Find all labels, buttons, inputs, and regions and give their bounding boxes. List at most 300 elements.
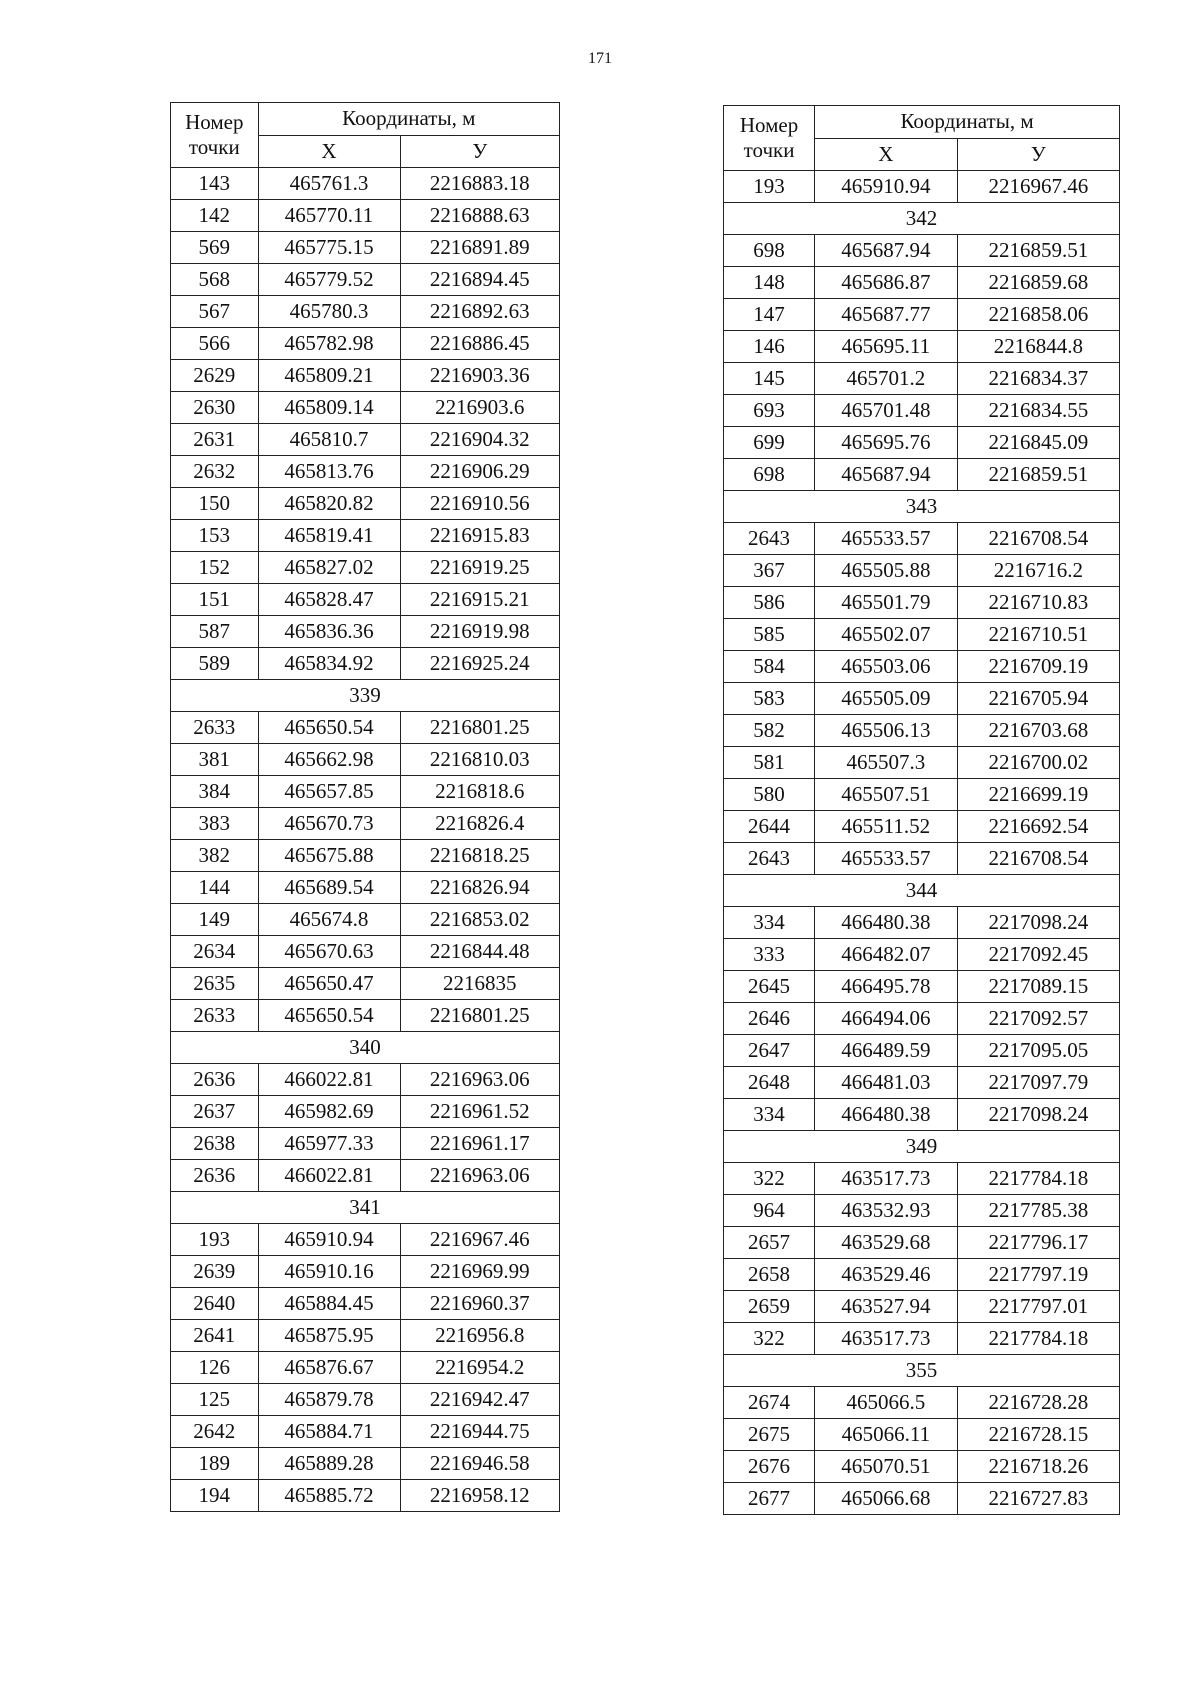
- x-coordinate-cell: 465533.57: [815, 843, 958, 875]
- y-coordinate-cell: 2217784.18: [957, 1323, 1119, 1355]
- table-row: [724, 1035, 1120, 1067]
- table-row: [171, 648, 560, 680]
- y-coordinate-cell: 2216826.4: [400, 808, 560, 840]
- section-row: [171, 680, 560, 712]
- x-coordinate-cell: 465884.71: [258, 1416, 400, 1448]
- table-row: [724, 939, 1120, 971]
- point-number-cell: 580: [724, 779, 815, 811]
- x-coordinate-cell: 466480.38: [815, 1099, 958, 1131]
- section-number: 341: [171, 1192, 560, 1224]
- y-coordinate-cell: 2216826.94: [400, 872, 560, 904]
- point-number-cell: 193: [171, 1224, 259, 1256]
- y-coordinate-cell: 2217089.15: [957, 971, 1119, 1003]
- table-body: [724, 171, 1120, 1515]
- point-number-cell: 589: [171, 648, 259, 680]
- y-coordinate-cell: 2216844.48: [400, 936, 560, 968]
- point-number-cell: 2636: [171, 1160, 259, 1192]
- table-row: [171, 424, 560, 456]
- x-coordinate-cell: 465701.2: [815, 363, 958, 395]
- x-coordinate-cell: 465875.95: [258, 1320, 400, 1352]
- table-row: [724, 427, 1120, 459]
- x-coordinate-cell: 465879.78: [258, 1384, 400, 1416]
- table-row: [724, 1067, 1120, 1099]
- x-coordinate-cell: 465650.54: [258, 1000, 400, 1032]
- x-coordinate-cell: 465695.11: [815, 331, 958, 363]
- y-coordinate-cell: 2216835: [400, 968, 560, 1000]
- table-row: [171, 488, 560, 520]
- point-number-cell: 322: [724, 1163, 815, 1195]
- point-number-cell: 581: [724, 747, 815, 779]
- y-coordinate-cell: 2216961.17: [400, 1128, 560, 1160]
- point-number-cell: 2648: [724, 1067, 815, 1099]
- y-coordinate-cell: 2216883.18: [400, 168, 560, 200]
- table-row: [724, 1483, 1120, 1515]
- table-row: [171, 360, 560, 392]
- point-number-cell: 381: [171, 744, 259, 776]
- point-number-cell: 2643: [724, 843, 815, 875]
- table-row: [171, 1000, 560, 1032]
- y-coordinate-cell: 2216891.89: [400, 232, 560, 264]
- y-coordinate-cell: 2216700.02: [957, 747, 1119, 779]
- y-coordinate-cell: 2217092.45: [957, 939, 1119, 971]
- y-coordinate-cell: 2216703.68: [957, 715, 1119, 747]
- y-coordinate-cell: 2216844.8: [957, 331, 1119, 363]
- table-row: [171, 1128, 560, 1160]
- x-coordinate-cell: 465501.79: [815, 587, 958, 619]
- section-number: 340: [171, 1032, 560, 1064]
- y-header: У: [957, 138, 1119, 171]
- x-coordinate-cell: 465505.88: [815, 555, 958, 587]
- x-coordinate-cell: 465775.15: [258, 232, 400, 264]
- table-row: [724, 811, 1120, 843]
- table-row: [171, 744, 560, 776]
- table-row: [724, 1227, 1120, 1259]
- y-coordinate-cell: 2217796.17: [957, 1227, 1119, 1259]
- table-row: [171, 456, 560, 488]
- point-number-cell: 153: [171, 520, 259, 552]
- point-number-cell: 698: [724, 459, 815, 491]
- section-number: 339: [171, 680, 560, 712]
- point-number-cell: 2659: [724, 1291, 815, 1323]
- x-coordinate-cell: 465662.98: [258, 744, 400, 776]
- table-row: [171, 1384, 560, 1416]
- table-row: [724, 619, 1120, 651]
- y-coordinate-cell: 2216942.47: [400, 1384, 560, 1416]
- table-row: [724, 331, 1120, 363]
- y-coordinate-cell: 2216904.32: [400, 424, 560, 456]
- point-number-cell: 2674: [724, 1387, 815, 1419]
- x-coordinate-cell: 465686.87: [815, 267, 958, 299]
- x-coordinate-cell: 465657.85: [258, 776, 400, 808]
- x-coordinate-cell: 465687.77: [815, 299, 958, 331]
- x-coordinate-cell: 463517.73: [815, 1323, 958, 1355]
- point-number-cell: 2641: [171, 1320, 259, 1352]
- point-number-cell: 194: [171, 1480, 259, 1512]
- point-number-cell: 152: [171, 552, 259, 584]
- point-number-cell: 2638: [171, 1128, 259, 1160]
- table-row: [171, 872, 560, 904]
- y-coordinate-cell: 2216958.12: [400, 1480, 560, 1512]
- y-coordinate-cell: 2216925.24: [400, 648, 560, 680]
- y-coordinate-cell: 2216801.25: [400, 712, 560, 744]
- table-row: [724, 843, 1120, 875]
- y-coordinate-cell: 2216967.46: [957, 171, 1119, 203]
- x-coordinate-cell: 465836.36: [258, 616, 400, 648]
- point-number-cell: 143: [171, 168, 259, 200]
- x-coordinate-cell: 466494.06: [815, 1003, 958, 1035]
- point-number-cell: 146: [724, 331, 815, 363]
- x-coordinate-cell: 465885.72: [258, 1480, 400, 1512]
- point-number-cell: 334: [724, 907, 815, 939]
- table-row: [724, 363, 1120, 395]
- table-row: [171, 1224, 560, 1256]
- point-number-cell: 2633: [171, 712, 259, 744]
- table-row: [171, 776, 560, 808]
- table-row: [724, 523, 1120, 555]
- y-coordinate-cell: 2216708.54: [957, 843, 1119, 875]
- point-number-cell: 2631: [171, 424, 259, 456]
- point-number-cell: 2630: [171, 392, 259, 424]
- point-number-cell: 2646: [724, 1003, 815, 1035]
- point-number-cell: 151: [171, 584, 259, 616]
- x-coordinate-cell: 465502.07: [815, 619, 958, 651]
- point-number-cell: 2675: [724, 1419, 815, 1451]
- table-row: [171, 328, 560, 360]
- y-coordinate-cell: 2216910.56: [400, 488, 560, 520]
- table-row: [171, 1320, 560, 1352]
- y-coordinate-cell: 2216708.54: [957, 523, 1119, 555]
- table-row: [724, 1099, 1120, 1131]
- point-number-cell: 189: [171, 1448, 259, 1480]
- point-number-header-line2: точки: [724, 138, 815, 171]
- y-coordinate-cell: 2216710.51: [957, 619, 1119, 651]
- point-number-cell: 584: [724, 651, 815, 683]
- table-row: [724, 747, 1120, 779]
- x-coordinate-cell: 465070.51: [815, 1451, 958, 1483]
- section-number: 342: [724, 203, 1120, 235]
- y-coordinate-cell: 2217784.18: [957, 1163, 1119, 1195]
- table-row: [724, 1195, 1120, 1227]
- table-row: [171, 392, 560, 424]
- coordinates-header: Координаты, м: [258, 103, 559, 136]
- y-coordinate-cell: 2216853.02: [400, 904, 560, 936]
- point-number-cell: 582: [724, 715, 815, 747]
- x-coordinate-cell: 466480.38: [815, 907, 958, 939]
- x-coordinate-cell: 465503.06: [815, 651, 958, 683]
- y-coordinate-cell: 2216859.68: [957, 267, 1119, 299]
- x-coordinate-cell: 465782.98: [258, 328, 400, 360]
- section-row: [171, 1032, 560, 1064]
- y-coordinate-cell: 2217797.19: [957, 1259, 1119, 1291]
- y-coordinate-cell: 2216728.28: [957, 1387, 1119, 1419]
- table-row: [724, 1003, 1120, 1035]
- point-number-cell: 2677: [724, 1483, 815, 1515]
- y-coordinate-cell: 2216944.75: [400, 1416, 560, 1448]
- x-coordinate-cell: 465689.54: [258, 872, 400, 904]
- point-number-cell: 2676: [724, 1451, 815, 1483]
- x-coordinate-cell: 465910.94: [815, 171, 958, 203]
- section-row: [724, 875, 1120, 907]
- x-coordinate-cell: 465780.3: [258, 296, 400, 328]
- x-coordinate-cell: 465511.52: [815, 811, 958, 843]
- section-row: [171, 1192, 560, 1224]
- coordinates-header: Координаты, м: [815, 106, 1120, 139]
- point-number-cell: 150: [171, 488, 259, 520]
- point-number-cell: 2643: [724, 523, 815, 555]
- point-number-cell: 2637: [171, 1096, 259, 1128]
- x-coordinate-cell: 465674.8: [258, 904, 400, 936]
- x-coordinate-cell: 465884.45: [258, 1288, 400, 1320]
- point-number-cell: 2657: [724, 1227, 815, 1259]
- point-number-cell: 2640: [171, 1288, 259, 1320]
- y-coordinate-cell: 2216859.51: [957, 459, 1119, 491]
- point-number-cell: 698: [724, 235, 815, 267]
- table-row: [724, 171, 1120, 203]
- x-coordinate-cell: 465506.13: [815, 715, 958, 747]
- point-number-cell: 2639: [171, 1256, 259, 1288]
- point-number-cell: 144: [171, 872, 259, 904]
- point-number-cell: 2632: [171, 456, 259, 488]
- y-coordinate-cell: 2216903.36: [400, 360, 560, 392]
- y-header: У: [400, 135, 560, 168]
- table-row: [724, 683, 1120, 715]
- x-coordinate-cell: 465810.7: [258, 424, 400, 456]
- point-number-cell: 583: [724, 683, 815, 715]
- table-row: [724, 971, 1120, 1003]
- y-coordinate-cell: 2216915.83: [400, 520, 560, 552]
- x-coordinate-cell: 465889.28: [258, 1448, 400, 1480]
- point-number-cell: 585: [724, 619, 815, 651]
- point-number-cell: 2642: [171, 1416, 259, 1448]
- point-number-header-line2: точки: [171, 135, 259, 168]
- table-row: [724, 555, 1120, 587]
- x-coordinate-cell: 466482.07: [815, 939, 958, 971]
- table-row: [171, 1416, 560, 1448]
- section-row: [724, 491, 1120, 523]
- table-row: [171, 904, 560, 936]
- y-coordinate-cell: 2216919.98: [400, 616, 560, 648]
- y-coordinate-cell: 2216801.25: [400, 1000, 560, 1032]
- y-coordinate-cell: 2216859.51: [957, 235, 1119, 267]
- table-row: [171, 264, 560, 296]
- point-number-cell: 334: [724, 1099, 815, 1131]
- table-row: [171, 1288, 560, 1320]
- x-coordinate-cell: 465533.57: [815, 523, 958, 555]
- table-row: [724, 1387, 1120, 1419]
- point-number-cell: 382: [171, 840, 259, 872]
- x-coordinate-cell: 465834.92: [258, 648, 400, 680]
- table-row: [724, 1259, 1120, 1291]
- x-coordinate-cell: 465779.52: [258, 264, 400, 296]
- table-row: [171, 840, 560, 872]
- x-coordinate-cell: 465770.11: [258, 200, 400, 232]
- coordinates-table-left: [170, 102, 560, 1512]
- x-coordinate-cell: 466495.78: [815, 971, 958, 1003]
- x-coordinate-cell: 465813.76: [258, 456, 400, 488]
- x-coordinate-cell: 465761.3: [258, 168, 400, 200]
- x-coordinate-cell: 465650.47: [258, 968, 400, 1000]
- point-number-cell: 693: [724, 395, 815, 427]
- x-coordinate-cell: 465687.94: [815, 235, 958, 267]
- table-row: [724, 299, 1120, 331]
- point-number-cell: 148: [724, 267, 815, 299]
- x-coordinate-cell: 465809.14: [258, 392, 400, 424]
- point-number-cell: 586: [724, 587, 815, 619]
- point-number-cell: 322: [724, 1323, 815, 1355]
- x-coordinate-cell: 463529.68: [815, 1227, 958, 1259]
- x-coordinate-cell: 465827.02: [258, 552, 400, 584]
- y-coordinate-cell: 2216716.2: [957, 555, 1119, 587]
- table-body: [171, 168, 560, 1512]
- x-coordinate-cell: 465505.09: [815, 683, 958, 715]
- point-number-cell: 125: [171, 1384, 259, 1416]
- x-coordinate-cell: 465695.76: [815, 427, 958, 459]
- table-row: [724, 779, 1120, 811]
- y-coordinate-cell: 2217098.24: [957, 907, 1119, 939]
- x-coordinate-cell: 465910.94: [258, 1224, 400, 1256]
- section-number: 344: [724, 875, 1120, 907]
- x-coordinate-cell: 465701.48: [815, 395, 958, 427]
- section-row: [724, 1355, 1120, 1387]
- y-coordinate-cell: 2217098.24: [957, 1099, 1119, 1131]
- table-row: [724, 1163, 1120, 1195]
- table-row: [171, 296, 560, 328]
- y-coordinate-cell: 2217785.38: [957, 1195, 1119, 1227]
- point-number-cell: 569: [171, 232, 259, 264]
- table-row: [171, 1448, 560, 1480]
- y-coordinate-cell: 2216888.63: [400, 200, 560, 232]
- point-number-cell: 2629: [171, 360, 259, 392]
- y-coordinate-cell: 2216892.63: [400, 296, 560, 328]
- table-row: [171, 1160, 560, 1192]
- table-row: [724, 651, 1120, 683]
- x-coordinate-cell: 466022.81: [258, 1160, 400, 1192]
- x-coordinate-cell: 465809.21: [258, 360, 400, 392]
- point-number-header: Номер: [724, 106, 815, 139]
- table-row: [171, 200, 560, 232]
- table-row: [171, 968, 560, 1000]
- y-coordinate-cell: 2216709.19: [957, 651, 1119, 683]
- x-coordinate-cell: 465066.5: [815, 1387, 958, 1419]
- x-coordinate-cell: 465066.11: [815, 1419, 958, 1451]
- y-coordinate-cell: 2216906.29: [400, 456, 560, 488]
- point-number-cell: 2633: [171, 1000, 259, 1032]
- x-coordinate-cell: 465819.41: [258, 520, 400, 552]
- section-row: [724, 1131, 1120, 1163]
- table-row: [724, 1419, 1120, 1451]
- y-coordinate-cell: 2217092.57: [957, 1003, 1119, 1035]
- page-number: 171: [588, 50, 612, 67]
- x-coordinate-cell: 465507.51: [815, 779, 958, 811]
- point-number-cell: 384: [171, 776, 259, 808]
- y-coordinate-cell: 2216845.09: [957, 427, 1119, 459]
- y-coordinate-cell: 2216728.15: [957, 1419, 1119, 1451]
- y-coordinate-cell: 2216915.21: [400, 584, 560, 616]
- x-coordinate-cell: 465687.94: [815, 459, 958, 491]
- table-row: [171, 808, 560, 840]
- y-coordinate-cell: 2216963.06: [400, 1064, 560, 1096]
- x-coordinate-cell: 463529.46: [815, 1259, 958, 1291]
- x-coordinate-cell: 465820.82: [258, 488, 400, 520]
- table-row: [171, 1096, 560, 1128]
- point-number-cell: 126: [171, 1352, 259, 1384]
- x-coordinate-cell: 466489.59: [815, 1035, 958, 1067]
- table-row: [724, 395, 1120, 427]
- y-coordinate-cell: 2216886.45: [400, 328, 560, 360]
- table-row: [171, 168, 560, 200]
- x-coordinate-cell: 463517.73: [815, 1163, 958, 1195]
- y-coordinate-cell: 2216692.54: [957, 811, 1119, 843]
- x-coordinate-cell: 465876.67: [258, 1352, 400, 1384]
- y-coordinate-cell: 2216718.26: [957, 1451, 1119, 1483]
- y-coordinate-cell: 2216961.52: [400, 1096, 560, 1128]
- y-coordinate-cell: 2216834.55: [957, 395, 1119, 427]
- y-coordinate-cell: 2216967.46: [400, 1224, 560, 1256]
- y-coordinate-cell: 2216919.25: [400, 552, 560, 584]
- point-number-cell: 193: [724, 171, 815, 203]
- section-number: 355: [724, 1355, 1120, 1387]
- point-number-cell: 2644: [724, 811, 815, 843]
- y-coordinate-cell: 2216834.37: [957, 363, 1119, 395]
- point-number-cell: 383: [171, 808, 259, 840]
- y-coordinate-cell: 2216894.45: [400, 264, 560, 296]
- y-coordinate-cell: 2216818.6: [400, 776, 560, 808]
- x-coordinate-cell: 465982.69: [258, 1096, 400, 1128]
- y-coordinate-cell: 2216699.19: [957, 779, 1119, 811]
- point-number-cell: 567: [171, 296, 259, 328]
- point-number-cell: 333: [724, 939, 815, 971]
- section-number: 343: [724, 491, 1120, 523]
- y-coordinate-cell: 2217095.05: [957, 1035, 1119, 1067]
- table-row: [724, 1451, 1120, 1483]
- table-row: [171, 520, 560, 552]
- x-coordinate-cell: 465650.54: [258, 712, 400, 744]
- table-row: [171, 712, 560, 744]
- x-coordinate-cell: 465675.88: [258, 840, 400, 872]
- x-coordinate-cell: 466022.81: [258, 1064, 400, 1096]
- point-number-cell: 147: [724, 299, 815, 331]
- point-number-cell: 2636: [171, 1064, 259, 1096]
- table-row: [171, 1256, 560, 1288]
- x-coordinate-cell: 465507.3: [815, 747, 958, 779]
- table-row: [724, 235, 1120, 267]
- point-number-cell: 2635: [171, 968, 259, 1000]
- section-row: [724, 203, 1120, 235]
- point-number-cell: 149: [171, 904, 259, 936]
- point-number-cell: 964: [724, 1195, 815, 1227]
- x-coordinate-cell: 465828.47: [258, 584, 400, 616]
- point-number-cell: 587: [171, 616, 259, 648]
- y-coordinate-cell: 2216960.37: [400, 1288, 560, 1320]
- point-number-header: Номер: [171, 103, 259, 136]
- y-coordinate-cell: 2217097.79: [957, 1067, 1119, 1099]
- point-number-cell: 566: [171, 328, 259, 360]
- y-coordinate-cell: 2216969.99: [400, 1256, 560, 1288]
- y-coordinate-cell: 2217797.01: [957, 1291, 1119, 1323]
- y-coordinate-cell: 2216810.03: [400, 744, 560, 776]
- point-number-cell: 568: [171, 264, 259, 296]
- x-coordinate-cell: 465670.63: [258, 936, 400, 968]
- y-coordinate-cell: 2216954.2: [400, 1352, 560, 1384]
- coordinates-table-right: [723, 105, 1120, 1515]
- y-coordinate-cell: 2216858.06: [957, 299, 1119, 331]
- table-row: [724, 1323, 1120, 1355]
- table-row: [171, 1064, 560, 1096]
- y-coordinate-cell: 2216710.83: [957, 587, 1119, 619]
- x-coordinate-cell: 465066.68: [815, 1483, 958, 1515]
- y-coordinate-cell: 2216818.25: [400, 840, 560, 872]
- table-row: [171, 584, 560, 616]
